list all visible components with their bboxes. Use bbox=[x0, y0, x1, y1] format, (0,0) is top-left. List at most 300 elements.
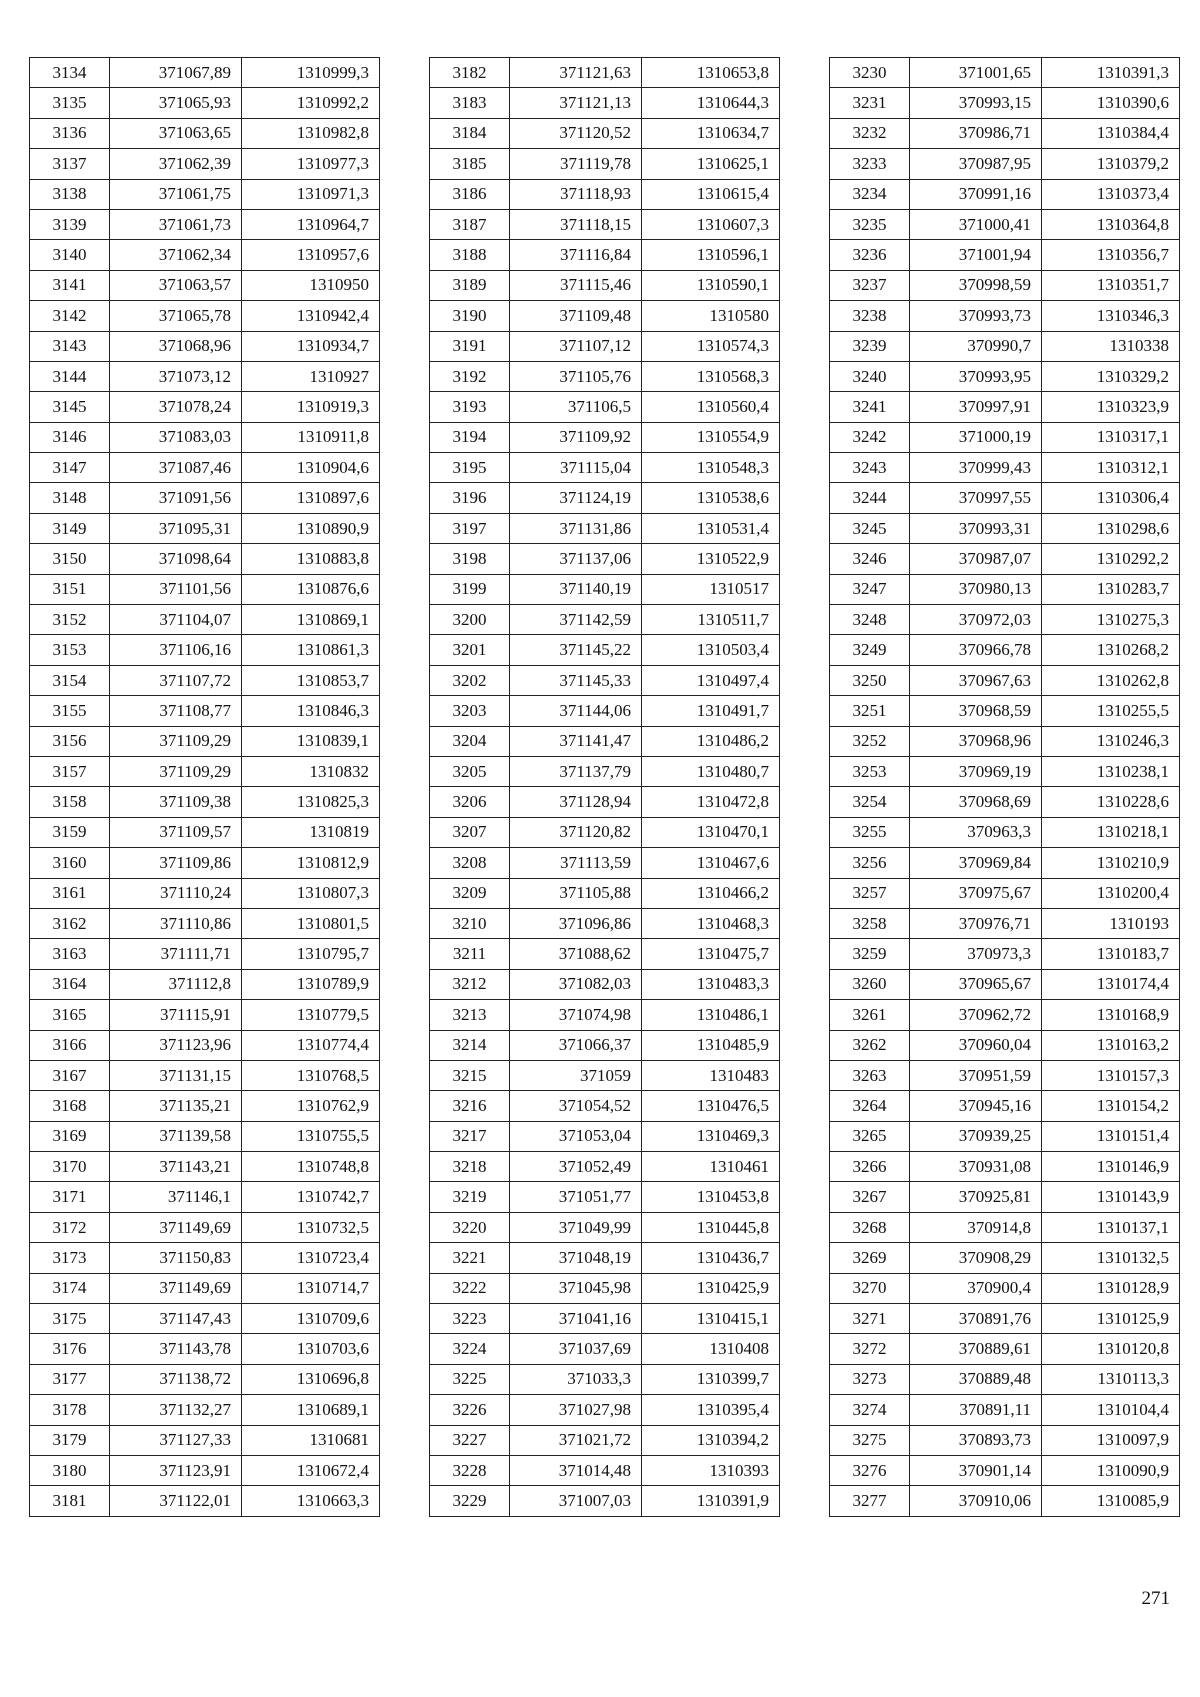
point-number-cell: 3259 bbox=[830, 939, 910, 969]
point-number-cell: 3239 bbox=[830, 331, 910, 361]
y-coordinate-cell: 1310408 bbox=[642, 1334, 780, 1364]
y-coordinate-cell: 1310977,3 bbox=[242, 149, 380, 179]
point-number-cell: 3192 bbox=[430, 361, 510, 391]
y-coordinate-cell: 1310957,6 bbox=[242, 240, 380, 270]
x-coordinate-cell: 371065,78 bbox=[110, 301, 242, 331]
x-coordinate-cell: 370997,55 bbox=[910, 483, 1042, 513]
point-number-cell: 3246 bbox=[830, 544, 910, 574]
point-number-cell: 3175 bbox=[30, 1304, 110, 1334]
x-coordinate-cell: 370990,7 bbox=[910, 331, 1042, 361]
y-coordinate-cell: 1310338 bbox=[1042, 331, 1180, 361]
table-row bbox=[830, 240, 1180, 270]
y-coordinate-cell: 1310950 bbox=[242, 270, 380, 300]
x-coordinate-cell: 371027,98 bbox=[510, 1395, 642, 1425]
table-row bbox=[30, 209, 380, 239]
y-coordinate-cell: 1310554,9 bbox=[642, 422, 780, 452]
y-coordinate-cell: 1310748,8 bbox=[242, 1152, 380, 1182]
y-coordinate-cell: 1310634,7 bbox=[642, 118, 780, 148]
point-number-cell: 3234 bbox=[830, 179, 910, 209]
point-number-cell: 3172 bbox=[30, 1212, 110, 1242]
table-row bbox=[830, 1000, 1180, 1030]
y-coordinate-cell: 1310522,9 bbox=[642, 544, 780, 574]
x-coordinate-cell: 371096,86 bbox=[510, 908, 642, 938]
y-coordinate-cell: 1310373,4 bbox=[1042, 179, 1180, 209]
y-coordinate-cell: 1310090,9 bbox=[1042, 1455, 1180, 1485]
table-row bbox=[430, 88, 780, 118]
table-row bbox=[830, 1273, 1180, 1303]
point-number-cell: 3146 bbox=[30, 422, 110, 452]
x-coordinate-cell: 371135,21 bbox=[110, 1091, 242, 1121]
table-row bbox=[430, 544, 780, 574]
x-coordinate-cell: 371118,93 bbox=[510, 179, 642, 209]
y-coordinate-cell: 1310356,7 bbox=[1042, 240, 1180, 270]
point-number-cell: 3267 bbox=[830, 1182, 910, 1212]
y-coordinate-cell: 1310193 bbox=[1042, 908, 1180, 938]
table-row bbox=[430, 270, 780, 300]
y-coordinate-cell: 1310964,7 bbox=[242, 209, 380, 239]
point-number-cell: 3165 bbox=[30, 1000, 110, 1030]
point-number-cell: 3209 bbox=[430, 878, 510, 908]
y-coordinate-cell: 1310415,1 bbox=[642, 1304, 780, 1334]
x-coordinate-cell: 371045,98 bbox=[510, 1273, 642, 1303]
x-coordinate-cell: 370925,81 bbox=[910, 1182, 1042, 1212]
x-coordinate-cell: 370951,59 bbox=[910, 1060, 1042, 1090]
x-coordinate-cell: 370993,95 bbox=[910, 361, 1042, 391]
y-coordinate-cell: 1310876,6 bbox=[242, 574, 380, 604]
table-row bbox=[830, 179, 1180, 209]
x-coordinate-cell: 370968,96 bbox=[910, 726, 1042, 756]
x-coordinate-cell: 371037,69 bbox=[510, 1334, 642, 1364]
x-coordinate-cell: 371106,16 bbox=[110, 635, 242, 665]
table-row bbox=[830, 605, 1180, 635]
y-coordinate-cell: 1310468,3 bbox=[642, 908, 780, 938]
point-number-cell: 3153 bbox=[30, 635, 110, 665]
y-coordinate-cell: 1310625,1 bbox=[642, 149, 780, 179]
table-row bbox=[830, 1425, 1180, 1455]
y-coordinate-cell: 1310246,3 bbox=[1042, 726, 1180, 756]
x-coordinate-cell: 371132,27 bbox=[110, 1395, 242, 1425]
point-number-cell: 3200 bbox=[430, 605, 510, 635]
point-number-cell: 3207 bbox=[430, 817, 510, 847]
table-row bbox=[30, 1182, 380, 1212]
point-number-cell: 3243 bbox=[830, 453, 910, 483]
x-coordinate-cell: 371101,56 bbox=[110, 574, 242, 604]
point-number-cell: 3216 bbox=[430, 1091, 510, 1121]
x-coordinate-cell: 370973,3 bbox=[910, 939, 1042, 969]
table-row bbox=[30, 422, 380, 452]
table-row bbox=[830, 574, 1180, 604]
x-coordinate-cell: 371124,19 bbox=[510, 483, 642, 513]
point-number-cell: 3154 bbox=[30, 665, 110, 695]
y-coordinate-cell: 1310732,5 bbox=[242, 1212, 380, 1242]
point-number-cell: 3244 bbox=[830, 483, 910, 513]
y-coordinate-cell: 1310480,7 bbox=[642, 756, 780, 786]
point-number-cell: 3258 bbox=[830, 908, 910, 938]
table-row bbox=[430, 939, 780, 969]
point-number-cell: 3273 bbox=[830, 1364, 910, 1394]
point-number-cell: 3178 bbox=[30, 1395, 110, 1425]
table-row bbox=[830, 149, 1180, 179]
x-coordinate-cell: 370980,13 bbox=[910, 574, 1042, 604]
point-number-cell: 3136 bbox=[30, 118, 110, 148]
x-coordinate-cell: 371123,96 bbox=[110, 1030, 242, 1060]
x-coordinate-cell: 371106,5 bbox=[510, 392, 642, 422]
x-coordinate-cell: 371119,78 bbox=[510, 149, 642, 179]
point-number-cell: 3254 bbox=[830, 787, 910, 817]
x-coordinate-cell: 370893,73 bbox=[910, 1425, 1042, 1455]
point-number-cell: 3162 bbox=[30, 908, 110, 938]
point-number-cell: 3171 bbox=[30, 1182, 110, 1212]
table-row bbox=[30, 1243, 380, 1273]
x-coordinate-cell: 371120,82 bbox=[510, 817, 642, 847]
point-number-cell: 3208 bbox=[430, 848, 510, 878]
x-coordinate-cell: 371061,75 bbox=[110, 179, 242, 209]
x-coordinate-cell: 371054,52 bbox=[510, 1091, 642, 1121]
point-number-cell: 3166 bbox=[30, 1030, 110, 1060]
x-coordinate-cell: 371110,86 bbox=[110, 908, 242, 938]
point-number-cell: 3231 bbox=[830, 88, 910, 118]
x-coordinate-cell: 371107,72 bbox=[110, 665, 242, 695]
table-row bbox=[30, 301, 380, 331]
point-number-cell: 3264 bbox=[830, 1091, 910, 1121]
y-coordinate-cell: 1310151,4 bbox=[1042, 1121, 1180, 1151]
x-coordinate-cell: 371111,71 bbox=[110, 939, 242, 969]
table-row bbox=[430, 483, 780, 513]
point-number-cell: 3141 bbox=[30, 270, 110, 300]
table-row bbox=[830, 118, 1180, 148]
y-coordinate-cell: 1310486,2 bbox=[642, 726, 780, 756]
point-number-cell: 3241 bbox=[830, 392, 910, 422]
y-coordinate-cell: 1310436,7 bbox=[642, 1243, 780, 1273]
y-coordinate-cell: 1310143,9 bbox=[1042, 1182, 1180, 1212]
y-coordinate-cell: 1310853,7 bbox=[242, 665, 380, 695]
table-row bbox=[30, 1304, 380, 1334]
y-coordinate-cell: 1310346,3 bbox=[1042, 301, 1180, 331]
point-number-cell: 3138 bbox=[30, 179, 110, 209]
x-coordinate-cell: 371007,03 bbox=[510, 1486, 642, 1516]
table-row bbox=[30, 179, 380, 209]
coordinate-table-3 bbox=[829, 57, 1180, 1517]
x-coordinate-cell: 371128,94 bbox=[510, 787, 642, 817]
point-number-cell: 3245 bbox=[830, 513, 910, 543]
point-number-cell: 3196 bbox=[430, 483, 510, 513]
table-row bbox=[30, 605, 380, 635]
table-row bbox=[30, 726, 380, 756]
point-number-cell: 3179 bbox=[30, 1425, 110, 1455]
y-coordinate-cell: 1310689,1 bbox=[242, 1395, 380, 1425]
x-coordinate-cell: 370997,91 bbox=[910, 392, 1042, 422]
point-number-cell: 3148 bbox=[30, 483, 110, 513]
point-number-cell: 3251 bbox=[830, 696, 910, 726]
page-number: 271 bbox=[1141, 1588, 1170, 1609]
table-row bbox=[430, 58, 780, 88]
x-coordinate-cell: 370960,04 bbox=[910, 1030, 1042, 1060]
point-number-cell: 3167 bbox=[30, 1060, 110, 1090]
table-row bbox=[830, 817, 1180, 847]
point-number-cell: 3184 bbox=[430, 118, 510, 148]
y-coordinate-cell: 1310590,1 bbox=[642, 270, 780, 300]
point-number-cell: 3193 bbox=[430, 392, 510, 422]
x-coordinate-cell: 371109,92 bbox=[510, 422, 642, 452]
point-number-cell: 3144 bbox=[30, 361, 110, 391]
x-coordinate-cell: 371115,04 bbox=[510, 453, 642, 483]
point-number-cell: 3240 bbox=[830, 361, 910, 391]
point-number-cell: 3227 bbox=[430, 1425, 510, 1455]
x-coordinate-cell: 371109,57 bbox=[110, 817, 242, 847]
x-coordinate-cell: 371115,46 bbox=[510, 270, 642, 300]
y-coordinate-cell: 1310268,2 bbox=[1042, 635, 1180, 665]
x-coordinate-cell: 370976,71 bbox=[910, 908, 1042, 938]
table-row bbox=[830, 848, 1180, 878]
point-number-cell: 3272 bbox=[830, 1334, 910, 1364]
y-coordinate-cell: 1310113,3 bbox=[1042, 1364, 1180, 1394]
x-coordinate-cell: 371105,76 bbox=[510, 361, 642, 391]
point-number-cell: 3169 bbox=[30, 1121, 110, 1151]
point-number-cell: 3255 bbox=[830, 817, 910, 847]
point-number-cell: 3205 bbox=[430, 756, 510, 786]
point-number-cell: 3202 bbox=[430, 665, 510, 695]
table-row bbox=[430, 392, 780, 422]
x-coordinate-cell: 371049,99 bbox=[510, 1212, 642, 1242]
x-coordinate-cell: 371120,52 bbox=[510, 118, 642, 148]
x-coordinate-cell: 370967,63 bbox=[910, 665, 1042, 695]
table-row bbox=[830, 513, 1180, 543]
point-number-cell: 3185 bbox=[430, 149, 510, 179]
x-coordinate-cell: 371041,16 bbox=[510, 1304, 642, 1334]
x-coordinate-cell: 370891,11 bbox=[910, 1395, 1042, 1425]
x-coordinate-cell: 371123,91 bbox=[110, 1455, 242, 1485]
table-row bbox=[830, 878, 1180, 908]
point-number-cell: 3145 bbox=[30, 392, 110, 422]
y-coordinate-cell: 1310560,4 bbox=[642, 392, 780, 422]
table-row bbox=[30, 1334, 380, 1364]
x-coordinate-cell: 371109,29 bbox=[110, 756, 242, 786]
point-number-cell: 3151 bbox=[30, 574, 110, 604]
y-coordinate-cell: 1310911,8 bbox=[242, 422, 380, 452]
x-coordinate-cell: 370965,67 bbox=[910, 969, 1042, 999]
x-coordinate-cell: 371149,69 bbox=[110, 1273, 242, 1303]
y-coordinate-cell: 1310323,9 bbox=[1042, 392, 1180, 422]
point-number-cell: 3191 bbox=[430, 331, 510, 361]
table-row bbox=[830, 544, 1180, 574]
table-row bbox=[30, 149, 380, 179]
y-coordinate-cell: 1310768,5 bbox=[242, 1060, 380, 1090]
table-row bbox=[430, 1273, 780, 1303]
y-coordinate-cell: 1310453,8 bbox=[642, 1182, 780, 1212]
table-row bbox=[430, 605, 780, 635]
x-coordinate-cell: 370901,14 bbox=[910, 1455, 1042, 1485]
x-coordinate-cell: 371116,84 bbox=[510, 240, 642, 270]
y-coordinate-cell: 1310607,3 bbox=[642, 209, 780, 239]
table-row bbox=[430, 1091, 780, 1121]
x-coordinate-cell: 370991,16 bbox=[910, 179, 1042, 209]
x-coordinate-cell: 371140,19 bbox=[510, 574, 642, 604]
y-coordinate-cell: 1310696,8 bbox=[242, 1364, 380, 1394]
y-coordinate-cell: 1310548,3 bbox=[642, 453, 780, 483]
x-coordinate-cell: 371110,24 bbox=[110, 878, 242, 908]
point-number-cell: 3261 bbox=[830, 1000, 910, 1030]
y-coordinate-cell: 1310104,4 bbox=[1042, 1395, 1180, 1425]
y-coordinate-cell: 1310470,1 bbox=[642, 817, 780, 847]
table-row bbox=[430, 240, 780, 270]
point-number-cell: 3198 bbox=[430, 544, 510, 574]
table-row bbox=[430, 1060, 780, 1090]
x-coordinate-cell: 371107,12 bbox=[510, 331, 642, 361]
point-number-cell: 3228 bbox=[430, 1455, 510, 1485]
x-coordinate-cell: 371139,58 bbox=[110, 1121, 242, 1151]
table-row bbox=[830, 88, 1180, 118]
y-coordinate-cell: 1310137,1 bbox=[1042, 1212, 1180, 1242]
x-coordinate-cell: 370986,71 bbox=[910, 118, 1042, 148]
y-coordinate-cell: 1310497,4 bbox=[642, 665, 780, 695]
y-coordinate-cell: 1310839,1 bbox=[242, 726, 380, 756]
x-coordinate-cell: 371098,64 bbox=[110, 544, 242, 574]
x-coordinate-cell: 371021,72 bbox=[510, 1425, 642, 1455]
point-number-cell: 3195 bbox=[430, 453, 510, 483]
point-number-cell: 3249 bbox=[830, 635, 910, 665]
x-coordinate-cell: 371138,72 bbox=[110, 1364, 242, 1394]
x-coordinate-cell: 371048,19 bbox=[510, 1243, 642, 1273]
x-coordinate-cell: 371143,78 bbox=[110, 1334, 242, 1364]
table-row bbox=[430, 787, 780, 817]
table-row bbox=[430, 1182, 780, 1212]
table-row bbox=[430, 301, 780, 331]
point-number-cell: 3260 bbox=[830, 969, 910, 999]
table-row bbox=[30, 1121, 380, 1151]
y-coordinate-cell: 1310445,8 bbox=[642, 1212, 780, 1242]
table-row bbox=[430, 1395, 780, 1425]
x-coordinate-cell: 370993,15 bbox=[910, 88, 1042, 118]
x-coordinate-cell: 371131,15 bbox=[110, 1060, 242, 1090]
x-coordinate-cell: 371108,77 bbox=[110, 696, 242, 726]
y-coordinate-cell: 1310812,9 bbox=[242, 848, 380, 878]
x-coordinate-cell: 371118,15 bbox=[510, 209, 642, 239]
x-coordinate-cell: 371115,91 bbox=[110, 1000, 242, 1030]
x-coordinate-cell: 371082,03 bbox=[510, 969, 642, 999]
point-number-cell: 3242 bbox=[830, 422, 910, 452]
x-coordinate-cell: 371088,62 bbox=[510, 939, 642, 969]
x-coordinate-cell: 370891,76 bbox=[910, 1304, 1042, 1334]
x-coordinate-cell: 370966,78 bbox=[910, 635, 1042, 665]
y-coordinate-cell: 1310825,3 bbox=[242, 787, 380, 817]
table-row bbox=[830, 1364, 1180, 1394]
x-coordinate-cell: 371073,12 bbox=[110, 361, 242, 391]
y-coordinate-cell: 1310982,8 bbox=[242, 118, 380, 148]
point-number-cell: 3137 bbox=[30, 149, 110, 179]
x-coordinate-cell: 370914,8 bbox=[910, 1212, 1042, 1242]
x-coordinate-cell: 371052,49 bbox=[510, 1152, 642, 1182]
x-coordinate-cell: 371144,06 bbox=[510, 696, 642, 726]
y-coordinate-cell: 1310511,7 bbox=[642, 605, 780, 635]
table-row bbox=[30, 1212, 380, 1242]
x-coordinate-cell: 371078,24 bbox=[110, 392, 242, 422]
x-coordinate-cell: 371149,69 bbox=[110, 1212, 242, 1242]
table-row bbox=[430, 1334, 780, 1364]
x-coordinate-cell: 370939,25 bbox=[910, 1121, 1042, 1151]
y-coordinate-cell: 1310228,6 bbox=[1042, 787, 1180, 817]
y-coordinate-cell: 1310120,8 bbox=[1042, 1334, 1180, 1364]
y-coordinate-cell: 1310157,3 bbox=[1042, 1060, 1180, 1090]
x-coordinate-cell: 371122,01 bbox=[110, 1486, 242, 1516]
table-row bbox=[830, 270, 1180, 300]
y-coordinate-cell: 1310653,8 bbox=[642, 58, 780, 88]
x-coordinate-cell: 370969,84 bbox=[910, 848, 1042, 878]
table-row bbox=[830, 1060, 1180, 1090]
table-row bbox=[30, 544, 380, 574]
y-coordinate-cell: 1310538,6 bbox=[642, 483, 780, 513]
table-row bbox=[430, 513, 780, 543]
x-coordinate-cell: 370999,43 bbox=[910, 453, 1042, 483]
point-number-cell: 3188 bbox=[430, 240, 510, 270]
y-coordinate-cell: 1310312,1 bbox=[1042, 453, 1180, 483]
y-coordinate-cell: 1310742,7 bbox=[242, 1182, 380, 1212]
table-row bbox=[830, 422, 1180, 452]
x-coordinate-cell: 371068,96 bbox=[110, 331, 242, 361]
table-row bbox=[830, 1121, 1180, 1151]
x-coordinate-cell: 370889,48 bbox=[910, 1364, 1042, 1394]
point-number-cell: 3134 bbox=[30, 58, 110, 88]
y-coordinate-cell: 1310927 bbox=[242, 361, 380, 391]
x-coordinate-cell: 371062,34 bbox=[110, 240, 242, 270]
x-coordinate-cell: 371059 bbox=[510, 1060, 642, 1090]
table-row bbox=[30, 513, 380, 543]
table-row bbox=[430, 817, 780, 847]
table-row bbox=[830, 635, 1180, 665]
y-coordinate-cell: 1310395,4 bbox=[642, 1395, 780, 1425]
point-number-cell: 3223 bbox=[430, 1304, 510, 1334]
y-coordinate-cell: 1310238,1 bbox=[1042, 756, 1180, 786]
point-number-cell: 3173 bbox=[30, 1243, 110, 1273]
table-row bbox=[430, 422, 780, 452]
point-number-cell: 3189 bbox=[430, 270, 510, 300]
y-coordinate-cell: 1310795,7 bbox=[242, 939, 380, 969]
x-coordinate-cell: 371143,21 bbox=[110, 1152, 242, 1182]
point-number-cell: 3181 bbox=[30, 1486, 110, 1516]
x-coordinate-cell: 371053,04 bbox=[510, 1121, 642, 1151]
point-number-cell: 3210 bbox=[430, 908, 510, 938]
y-coordinate-cell: 1310789,9 bbox=[242, 969, 380, 999]
y-coordinate-cell: 1310255,5 bbox=[1042, 696, 1180, 726]
y-coordinate-cell: 1310846,3 bbox=[242, 696, 380, 726]
x-coordinate-cell: 371137,79 bbox=[510, 756, 642, 786]
point-number-cell: 3237 bbox=[830, 270, 910, 300]
y-coordinate-cell: 1310317,1 bbox=[1042, 422, 1180, 452]
point-number-cell: 3217 bbox=[430, 1121, 510, 1151]
y-coordinate-cell: 1310644,3 bbox=[642, 88, 780, 118]
point-number-cell: 3212 bbox=[430, 969, 510, 999]
y-coordinate-cell: 1310128,9 bbox=[1042, 1273, 1180, 1303]
table-row bbox=[430, 1243, 780, 1273]
table-row bbox=[430, 1212, 780, 1242]
table-row bbox=[430, 665, 780, 695]
table-row bbox=[430, 149, 780, 179]
table-row bbox=[430, 1486, 780, 1516]
y-coordinate-cell: 1310755,5 bbox=[242, 1121, 380, 1151]
point-number-cell: 3156 bbox=[30, 726, 110, 756]
y-coordinate-cell: 1310085,9 bbox=[1042, 1486, 1180, 1516]
point-number-cell: 3203 bbox=[430, 696, 510, 726]
y-coordinate-cell: 1310306,4 bbox=[1042, 483, 1180, 513]
table-row bbox=[430, 331, 780, 361]
table-row bbox=[430, 1304, 780, 1334]
y-coordinate-cell: 1310475,7 bbox=[642, 939, 780, 969]
point-number-cell: 3197 bbox=[430, 513, 510, 543]
table-row bbox=[830, 301, 1180, 331]
point-number-cell: 3225 bbox=[430, 1364, 510, 1394]
y-coordinate-cell: 1310132,5 bbox=[1042, 1243, 1180, 1273]
x-coordinate-cell: 370993,31 bbox=[910, 513, 1042, 543]
table-row bbox=[30, 88, 380, 118]
